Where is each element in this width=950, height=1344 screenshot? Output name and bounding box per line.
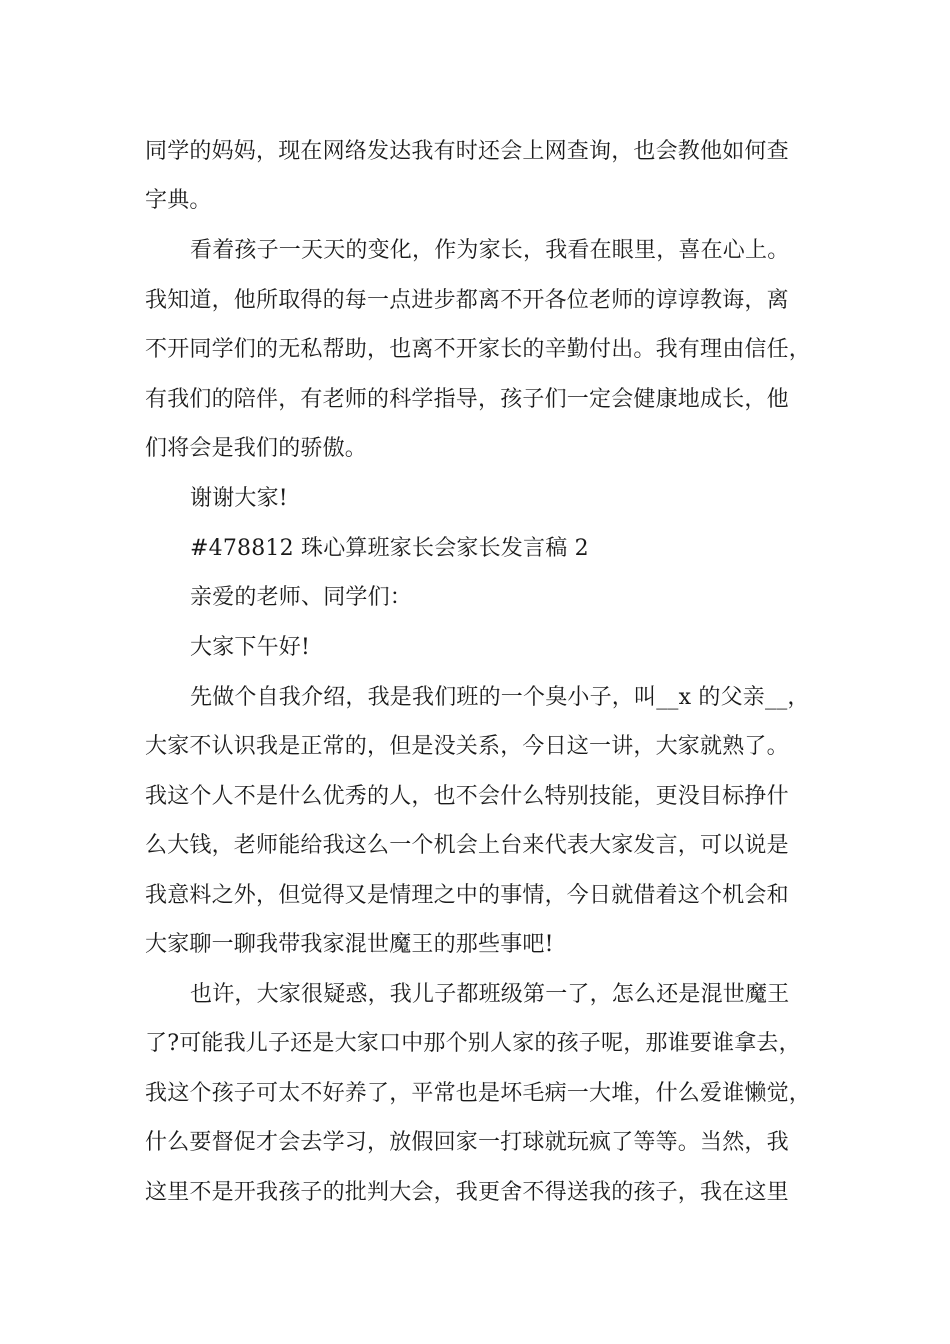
greeting: 大家下午好!	[190, 635, 311, 660]
text-line: 有我们的陪伴，有老师的科学指导，孩子们一定会健康地成长，他	[145, 387, 789, 412]
text-line: 我知道，他所取得的每一点进步都离不开各位老师的谆谆教诲，离	[145, 288, 789, 313]
paragraph-start: 先做个自我介绍，我是我们班的一个臭小子，叫__x 的父亲__，	[190, 685, 810, 710]
text-line: 我这个孩子可太不好养了，平常也是坏毛病一大堆，什么爱谁懒觉，	[145, 1081, 812, 1106]
section-title: #478812 珠心算班家长会家长发言稿 2	[190, 536, 589, 561]
text-line: 字典。	[145, 188, 212, 213]
text-line: 了?可能我儿子还是大家口中那个别人家的孩子呢，那谁要谁拿去，	[145, 1031, 801, 1056]
closing-line: 谢谢大家!	[190, 486, 288, 511]
text-line: 不开同学们的无私帮助，也离不开家长的辛勤付出。我有理由信任，	[145, 337, 812, 362]
text-line: 大家聊一聊我带我家混世魔王的那些事吧!	[145, 932, 554, 957]
text-line: 我这个人不是什么优秀的人，也不会什么特别技能，更没目标挣什	[145, 784, 789, 809]
text-line: 什么要督促才会去学习，放假回家一打球就玩疯了等等。当然，我	[145, 1130, 789, 1155]
text-line: 大家不认识我是正常的，但是没关系，今日这一讲，大家就熟了。	[145, 734, 789, 759]
text-line: 同学的妈妈，现在网络发达我有时还会上网查询，也会教他如何查	[145, 139, 789, 164]
paragraph-start: 看着孩子一天天的变化，作为家长，我看在眼里，喜在心上。	[190, 238, 790, 263]
text-line: 们将会是我们的骄傲。	[145, 436, 368, 461]
salutation: 亲爱的老师、同学们：	[190, 585, 413, 610]
paragraph-start: 也许，大家很疑惑，我儿子都班级第一了，怎么还是混世魔王	[190, 982, 790, 1007]
text-line: 我意料之外，但觉得又是情理之中的事情，今日就借着这个机会和	[145, 883, 789, 908]
text-line: 么大钱，老师能给我这么一个机会上台来代表大家发言，可以说是	[145, 833, 789, 858]
text-line: 这里不是开我孩子的批判大会，我更舍不得送我的孩子，我在这里	[145, 1180, 789, 1205]
